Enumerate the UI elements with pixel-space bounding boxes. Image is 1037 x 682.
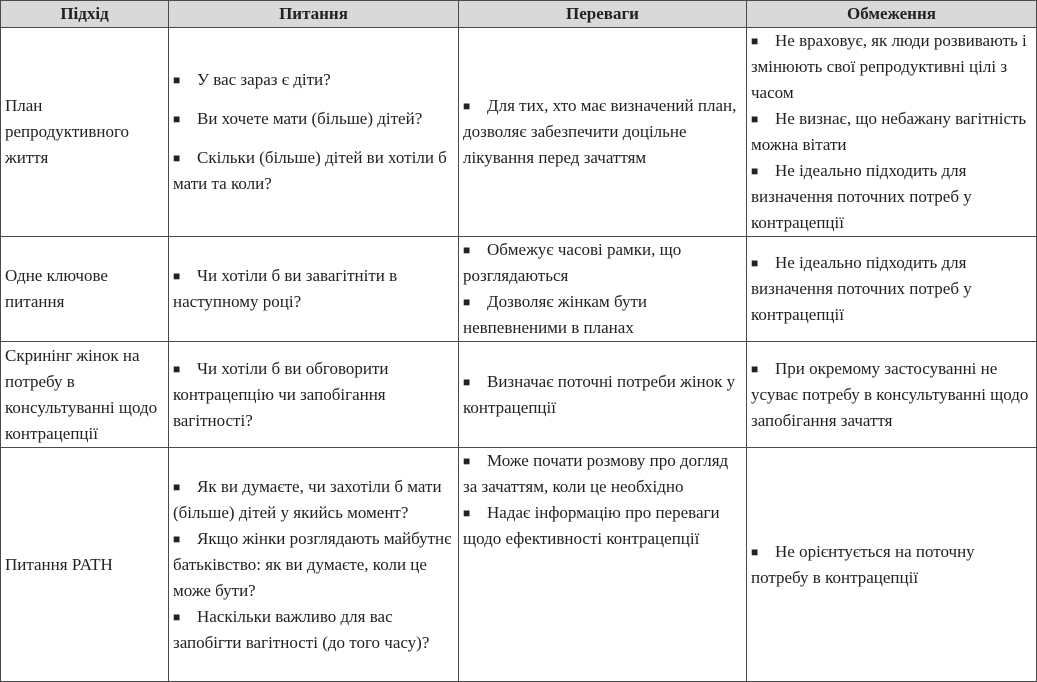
advantages-cell [459, 342, 747, 448]
list-item: ■ Ви хочете мати (більше) дітей? [173, 106, 454, 132]
questions-cell [169, 28, 459, 237]
list-item: ■ Може почати розмову про догляд за зачаттям, коли це необхідно [463, 448, 742, 500]
questions-cell [169, 237, 459, 342]
list-item: ■ Чи хотіли б ви завагітніти в наступному році? [173, 263, 454, 315]
approach-cell: План репродуктивного життя [1, 28, 169, 237]
approach-cell: Одне ключове питання [1, 237, 169, 342]
advantages-cell [459, 237, 747, 342]
list-item: ■ Якщо жінки розглядають майбутнє батьківство: як ви думаєте, коли це може бути? [173, 526, 454, 604]
bullet-icon: ■ [173, 73, 181, 87]
questions-list [173, 67, 454, 197]
bullet-icon: ■ [463, 506, 471, 520]
bullet-icon: ■ [751, 34, 759, 48]
bullet-icon: ■ [751, 164, 759, 178]
advantages-cell [459, 448, 747, 682]
bullet-icon: ■ [463, 374, 471, 389]
limitations-cell [747, 342, 1037, 448]
bullet-icon: ■ [463, 454, 471, 468]
table-row [1, 448, 1037, 682]
limitations-list [751, 28, 1032, 236]
list-item: ■ Не ідеально підходить для визначення поточних потреб у контрацепції [751, 250, 1032, 328]
list-item: ■ Дозволяє жінкам бути невпевненими в планах [463, 289, 742, 341]
approach-cell: Скринінг жінок на потребу в консультуванні щодо контрацепції [1, 342, 169, 448]
questions-list [173, 474, 454, 656]
bullet-icon: ■ [173, 112, 181, 126]
advantages-list [463, 369, 742, 421]
list-item: ■ Обмежує часові рамки, що розглядаються [463, 237, 742, 289]
header-advantages: Переваги [459, 1, 747, 28]
bullet-icon: ■ [173, 609, 181, 624]
list-item: ■ Не ідеально підходить для визначення поточних потреб у контрацепції [751, 158, 1032, 236]
bullet-icon: ■ [751, 112, 759, 126]
limitations-cell [747, 28, 1037, 237]
table-row [1, 28, 1037, 237]
bullet-icon: ■ [173, 479, 181, 494]
limitations-cell [747, 237, 1037, 342]
questions-cell [169, 448, 459, 682]
header-row [1, 1, 1037, 28]
list-item: ■ Скільки (більше) дітей ви хотіли б мати та коли? [173, 145, 454, 197]
table-row [1, 342, 1037, 448]
advantages-cell [459, 28, 747, 237]
advantages-list [463, 237, 742, 341]
list-item: ■ Не орієнтується на поточну потребу в контрацепції [751, 539, 1032, 591]
bullet-icon: ■ [751, 256, 759, 270]
header-approach: Підхід [1, 1, 169, 28]
list-item: ■ У вас зараз є діти? [173, 67, 454, 93]
list-item: ■ Не враховує, як люди розвивають і змінюють свої репродуктивні цілі з часом [751, 28, 1032, 106]
questions-list [173, 263, 454, 315]
questions-cell [169, 342, 459, 448]
table-row [1, 237, 1037, 342]
bullet-icon: ■ [173, 361, 181, 376]
bullet-icon: ■ [463, 243, 471, 257]
header-limitations: Обмеження [747, 1, 1037, 28]
limitations-list [751, 356, 1032, 434]
list-item: ■ Надає інформацію про переваги щодо ефективності контрацепції [463, 500, 742, 552]
bullet-icon: ■ [463, 99, 471, 113]
bullet-icon: ■ [463, 295, 471, 309]
advantages-list [463, 93, 742, 171]
advantages-list [463, 448, 742, 552]
list-item: ■ Визначає поточні потреби жінок у контрацепції [463, 369, 742, 421]
list-item: ■ Чи хотіли б ви обговорити контрацепцію чи запобігання вагітності? [173, 356, 454, 434]
limitations-list [751, 250, 1032, 328]
bullet-icon: ■ [173, 151, 181, 165]
bullet-icon: ■ [173, 531, 181, 546]
bullet-icon: ■ [751, 361, 759, 376]
approach-cell: Питання PATH [1, 448, 169, 682]
limitations-list [751, 539, 1032, 591]
questions-list [173, 356, 454, 434]
limitations-cell [747, 448, 1037, 682]
list-item: ■ При окремому застосуванні не усуває потребу в консультуванні щодо запобігання зачаття [751, 356, 1032, 434]
list-item: ■ Для тих, хто має визначений план, дозволяє забезпечити доцільне лікування перед зачаттям [463, 93, 742, 171]
bullet-icon: ■ [751, 544, 759, 559]
list-item: ■ Як ви думаєте, чи захотіли б мати (більше) дітей у якийсь момент? [173, 474, 454, 526]
list-item: ■ Наскільки важливо для вас запобігти вагітності (до того часу)? [173, 604, 454, 656]
header-questions: Питання [169, 1, 459, 28]
bullet-icon: ■ [173, 269, 181, 283]
list-item: ■ Не визнає, що небажану вагітність можна вітати [751, 106, 1032, 158]
